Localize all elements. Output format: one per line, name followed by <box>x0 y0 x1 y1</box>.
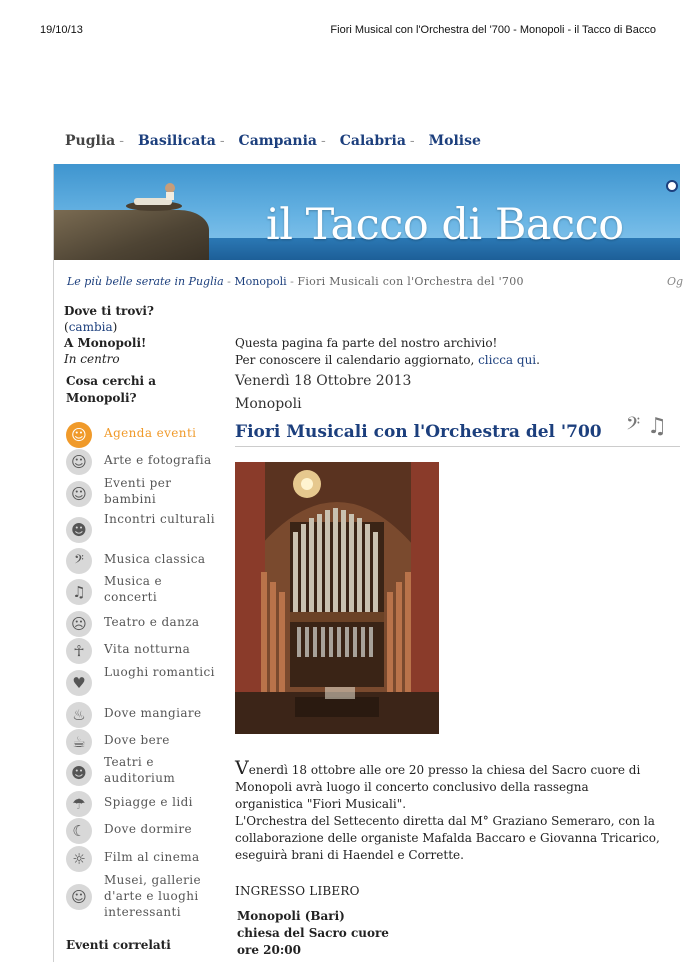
category-label: Eventi per bambini <box>104 476 172 506</box>
banner-person-illustration <box>124 178 184 212</box>
category-eventi-bambini[interactable] <box>66 475 216 509</box>
category-incontri-culturali[interactable] <box>66 511 216 545</box>
region-link-calabria[interactable]: Calabria <box>339 133 406 149</box>
region-separator: - <box>409 133 415 149</box>
breadcrumb-right-cut-text: Og <box>667 275 683 288</box>
category-label: Dove dormire <box>104 822 193 836</box>
region-link-campania[interactable]: Campania <box>238 133 318 149</box>
change-location-link[interactable]: cambia <box>68 320 113 334</box>
change-paren-close: ) <box>112 320 118 334</box>
heart-icon: ♥ <box>66 670 92 696</box>
film-camera-icon: ☼ <box>66 846 92 872</box>
megaphone-icon: ☺ <box>66 422 92 448</box>
music-note-icon: ♫ <box>66 579 92 605</box>
category-arte-fotografia[interactable] <box>66 447 216 477</box>
event-photo-organ <box>235 462 439 734</box>
free-entry-label: INGRESSO LIBERO <box>235 884 360 898</box>
archive-line-1: Questa pagina fa parte del nostro archivio! <box>235 336 498 350</box>
umbrella-icon: ☂ <box>66 791 92 817</box>
where-question: Dove ti trovi? <box>64 304 154 318</box>
site-logo[interactable]: il Tacco di Bacco <box>266 200 624 250</box>
description-initial: V <box>235 757 249 779</box>
category-spiagge-lidi[interactable] <box>66 789 216 819</box>
description-paragraph-1-text: enerdì 18 ottobre alle ore 20 presso la chiesa del Sacro cuore di Monopoli avrà luogo il concerto conclusivo della rassegna organistica "Fiori Musicali". <box>235 763 641 811</box>
venue-block <box>237 908 389 959</box>
breadcrumb-city-link[interactable]: Monopoli <box>234 275 287 288</box>
banner-dot-icon <box>666 180 678 192</box>
category-dove-bere[interactable] <box>66 727 216 757</box>
palette-icon: ☺ <box>66 449 92 475</box>
theatre-mask-icon: ☹ <box>66 611 92 637</box>
related-events-title: Eventi correlati <box>66 938 171 952</box>
print-date: 19/10/13 <box>40 24 83 36</box>
archive-line-2 <box>235 352 680 369</box>
description-paragraph-1 <box>235 757 660 813</box>
dancer-icon: ☥ <box>66 638 92 664</box>
category-label: Musica e concerti <box>104 574 163 604</box>
print-page-title: Fiori Musical con l'Orchestra del '700 - Monopoli - il Tacco di Bacco <box>330 24 656 36</box>
region-separator: - <box>119 133 124 149</box>
what-question: Cosa cerchi a Monopoli? <box>66 374 157 405</box>
category-agenda-eventi[interactable] <box>66 420 216 450</box>
category-teatri-auditorium[interactable] <box>66 754 216 788</box>
bed-icon: ☾ <box>66 818 92 844</box>
title-divider <box>235 446 680 447</box>
event-city: Monopoli <box>235 396 302 412</box>
category-label: Agenda eventi <box>104 426 197 440</box>
category-label: Spiagge e lidi <box>104 795 193 809</box>
banner-rock <box>54 210 209 260</box>
archive-line-2-prefix: Per conoscere il calendario aggiornato, <box>235 353 479 367</box>
current-location-sub: In centro <box>64 352 120 366</box>
breadcrumb <box>67 275 524 288</box>
archive-line-2-suffix: . <box>536 353 540 367</box>
print-header <box>40 24 656 38</box>
event-description <box>235 757 660 864</box>
breadcrumb-current: Fiori Musicali con l'Orchestra del '700 <box>297 275 524 288</box>
category-film-cinema[interactable] <box>66 844 216 874</box>
bass-clef-icon: 𝄢 <box>66 548 92 574</box>
category-label: Musica classica <box>104 552 206 566</box>
category-label: Film al cinema <box>104 850 200 864</box>
venue-place: chiesa del Sacro cuore <box>237 926 389 940</box>
category-label: Musei, gallerie d'arte e luoghi interessanti <box>104 873 202 919</box>
glass-icon: ☕ <box>66 729 92 755</box>
category-musei-gallerie[interactable] <box>66 872 216 922</box>
category-dove-dormire[interactable] <box>66 816 216 846</box>
venue-city: Monopoli (Bari) <box>237 909 345 923</box>
category-label: Luoghi romantici <box>104 665 215 679</box>
category-teatro-danza[interactable] <box>66 609 216 639</box>
event-date: Venerdì 18 Ottobre 2013 <box>235 373 412 389</box>
region-link-molise[interactable]: Molise <box>428 133 481 149</box>
change-paren-open: ( <box>64 320 69 334</box>
category-label: Incontri culturali <box>104 512 215 526</box>
category-dove-mangiare[interactable] <box>66 700 216 730</box>
region-link-basilicata[interactable]: Basilicata <box>137 133 216 149</box>
archive-notice <box>235 335 680 369</box>
museum-face-icon: ☺ <box>66 884 92 910</box>
category-label: Dove bere <box>104 733 170 747</box>
category-label: Arte e fotografia <box>104 453 212 467</box>
event-title: Fiori Musicali con l'Orchestra del '700 <box>235 422 602 442</box>
category-musica-classica[interactable] <box>66 546 216 576</box>
organ-illustration <box>235 462 439 734</box>
sidebar-location <box>64 303 214 407</box>
auditorium-mask-icon: ☻ <box>66 760 92 786</box>
calendar-link[interactable]: clicca qui <box>478 353 537 367</box>
masks-icon: ☻ <box>66 517 92 543</box>
change-location <box>64 319 214 335</box>
region-nav <box>65 133 481 149</box>
category-label: Teatro e danza <box>104 615 200 629</box>
category-label: Dove mangiare <box>104 706 202 720</box>
category-luoghi-romantici[interactable] <box>66 664 216 698</box>
region-separator: - <box>321 133 326 149</box>
music-category-icons: 𝄢 ♫ <box>626 414 667 439</box>
current-location: A Monopoli! <box>64 336 147 350</box>
category-vita-notturna[interactable] <box>66 636 216 666</box>
site-banner[interactable] <box>54 164 680 260</box>
category-label: Teatri e auditorium <box>104 755 176 785</box>
breadcrumb-separator: - <box>286 275 298 288</box>
cutlery-icon: ♨ <box>66 702 92 728</box>
breadcrumb-home-link[interactable]: Le più belle serate in Puglia <box>67 275 224 288</box>
region-separator: - <box>219 133 225 149</box>
venue-time: ore 20:00 <box>237 943 301 957</box>
category-musica-concerti[interactable] <box>66 573 216 607</box>
description-paragraph-2: L'Orchestra del Settecento diretta dal M° Graziano Semeraro, con la collaborazione delle organiste Mafalda Baccaro e Giovanna Tricarico, eseguirà brani di Haendel e Corrette. <box>235 814 660 862</box>
region-link-puglia[interactable]: Puglia <box>65 133 116 149</box>
child-face-icon: ☺ <box>66 481 92 507</box>
category-label: Vita notturna <box>104 642 191 656</box>
breadcrumb-separator: - <box>223 275 235 288</box>
